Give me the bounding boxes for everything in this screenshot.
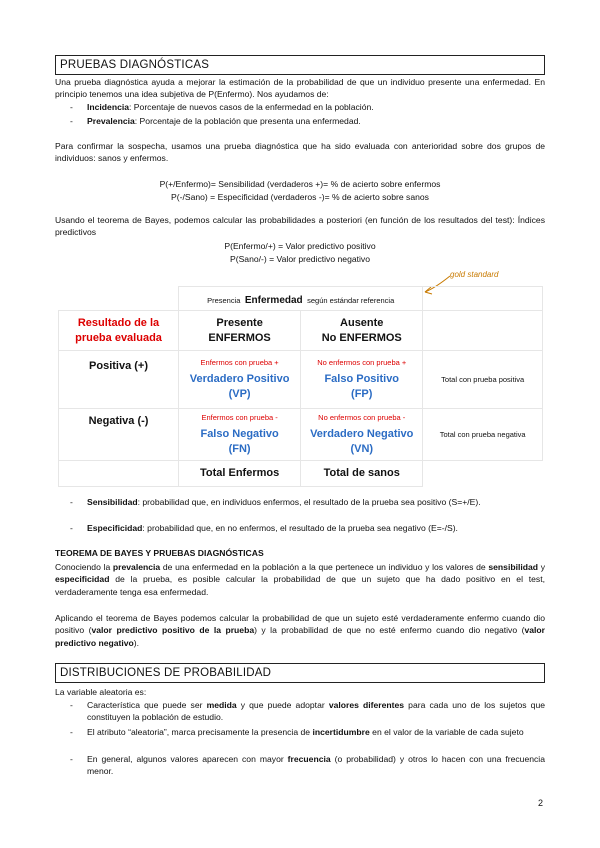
page-number: 2 [538, 798, 544, 808]
text-run: Conociendo la [55, 562, 113, 572]
list-item-incertidumbre [70, 726, 545, 738]
diagnostic-table [58, 286, 543, 487]
ausente-label: Ausente [340, 316, 384, 329]
definition-text: : probabilidad que, en individuos enfermos, el resultado de la prueba sea positivo (S=+/E). [137, 497, 481, 507]
text-run: Característica que puede ser [87, 700, 207, 710]
presencia-main: Enfermedad [244, 294, 303, 306]
text-run: de la prueba, es posible calcular la probabilidad de que un sujeto que ha dado positivo en el test, verdaderamente tenga esa enfermedad. [55, 574, 545, 597]
vp-note: Enfermos con prueba + [200, 357, 279, 367]
cell-vn [301, 409, 423, 461]
formula-vpp: P(Enfermo/+) = Valor predictivo positivo [224, 241, 376, 251]
bayes-paragraph-2 [55, 612, 545, 649]
subheading-bayes: TEOREMA DE BAYES Y PRUEBAS DIAGNÓSTICAS [55, 548, 264, 558]
presencia-suffix: según estándar referencia [307, 295, 395, 305]
fp-note: No enfermos con prueba + [317, 357, 407, 367]
total-enfermos: Total Enfermos [179, 461, 301, 487]
table-corner [59, 287, 179, 311]
text-run: ) y la probabilidad de que no esté enfermo cuando dio negativo ( [254, 625, 525, 636]
positiva-label: Positiva (+) [59, 351, 179, 409]
text-bold: valor predictivo negativo [55, 625, 545, 648]
text-run: de una enfermedad en la población a la que pertenece un individuo y los valores de [160, 562, 489, 572]
fp-name: Falso Positivo [324, 372, 400, 385]
vn-abbr: (VN) [350, 442, 374, 455]
presencia-prefix: Presencia [207, 295, 241, 305]
presente-sublabel: ENFERMOS [208, 331, 271, 344]
text-run: ). [133, 637, 140, 648]
empty-cell [59, 461, 179, 487]
fn-name: Falso Negativo [200, 427, 279, 440]
text-run: Aplicando el teorema de Bayes podemos calcular la probabilidad de que un sujeto esté verdaderamente enfermo cuando dio positivo ( [55, 613, 545, 636]
text-bold: valores diferentes [328, 700, 405, 710]
variable-intro: La variable aleatoria es: [55, 687, 147, 697]
bullet-dash: - [70, 700, 73, 710]
list-item-especificidad [70, 522, 545, 534]
text-run: en el valor de la variable de cada sujeto [369, 727, 524, 737]
fn-note: Enfermos con prueba - [201, 412, 278, 422]
total-sanos: Total de sanos [301, 461, 423, 487]
term-prevalencia: Prevalencia [87, 116, 135, 126]
text-bold: incertidumbre [312, 727, 370, 737]
text-bold: prevalencia [112, 562, 161, 572]
bayes-paragraph-1 [55, 561, 545, 598]
bullet-dash: - [70, 116, 73, 126]
bullet-dash: - [70, 523, 73, 533]
text-run: para cada uno de los sujetos que constituyen la población de estudio. [87, 700, 546, 723]
text-bold: medida [206, 700, 237, 710]
term-especificidad: Especificidad [87, 523, 143, 533]
presencia-header [179, 287, 423, 311]
text-bold: valor predictivo positivo de la prueba [91, 625, 255, 636]
formula-vpn: P(Sano/-) = Valor predictivo negativo [229, 254, 371, 264]
section-title-pruebas: PRUEBAS DIAGNÓSTICAS [55, 55, 545, 75]
cell-fp [301, 351, 423, 409]
empty-cell [423, 311, 543, 351]
confirm-paragraph: Para confirmar la sospecha, usamos una prueba diagnóstica que ha sido evaluada con anterioridad sobre dos grupos de individuos: sanos y enfermos. [55, 141, 545, 164]
presente-header [179, 311, 301, 351]
presente-label: Presente [216, 316, 263, 329]
term-sensibilidad: Sensibilidad [87, 497, 138, 507]
definition-text: : Porcentaje de la población que presenta una enfermedad. [134, 116, 361, 126]
section-title-distribuciones: DISTRIBUCIONES DE PROBABILIDAD [55, 663, 545, 683]
formula-especificidad: P(-/Sano) = Especificidad (verdaderos -)= % de acierto sobre sanos [171, 192, 429, 202]
fn-abbr: (FN) [228, 442, 251, 455]
text-run: (o probabilidad) y otros lo hacen con una frecuencia menor. [87, 754, 545, 777]
total-negativa: Total con prueba negativa [423, 409, 543, 461]
empty-cell [423, 287, 543, 311]
term-incidencia: Incidencia [87, 102, 130, 112]
list-item-incidencia [70, 101, 545, 113]
text-run: En general, algunos valores aparecen con mayor [87, 754, 288, 764]
cell-vp [179, 351, 301, 409]
empty-cell [423, 461, 543, 487]
vp-abbr: (VP) [228, 387, 251, 400]
total-positiva: Total con prueba positiva [423, 351, 543, 409]
list-item-medida [70, 699, 545, 724]
bullet-dash: - [70, 727, 73, 737]
definition-text: : Porcentaje de nuevos casos de la enfermedad en la población. [129, 102, 374, 112]
ausente-header [301, 311, 423, 351]
list-item-sensibilidad [70, 496, 545, 508]
bayes-paragraph: Usando el teorema de Bayes, podemos calcular las probabilidades a posteriori (en función de los resultados del test): Índices predictivos [55, 215, 545, 238]
text-run: y [538, 562, 545, 572]
text-bold: frecuencia [287, 754, 331, 764]
vp-name: Verdadero Positivo [189, 372, 290, 385]
formula-sensibilidad: P(+/Enfermo)= Sensibilidad (verdaderos +)= % de acierto sobre enfermos [159, 179, 441, 189]
definition-text: : probabilidad que, en no enfermos, el resultado de la prueba sea negativo (E=-/S). [142, 523, 458, 533]
bullet-dash: - [70, 102, 73, 112]
vn-name: Verdadero Negativo [310, 427, 414, 440]
intro-paragraph: Una prueba diagnóstica ayuda a mejorar la estimación de la probabilidad de que un individuo presente una enfermedad. En principio tenemos una idea subjetiva de P(Enfermo). Nos ayudamos de: [55, 77, 545, 100]
gold-standard-note: gold standard [450, 270, 499, 279]
bullet-dash: - [70, 497, 73, 507]
bullet-dash: - [70, 754, 73, 764]
list-item-frecuencia [70, 753, 545, 778]
text-run: El atributo “aleatoria”, marca precisamente la presencia de [87, 727, 313, 737]
text-bold: sensibilidad [488, 562, 539, 572]
vn-note: No enfermos con prueba - [318, 412, 406, 422]
ausente-sublabel: No ENFERMOS [321, 331, 402, 344]
list-item-prevalencia [70, 115, 545, 127]
fp-abbr: (FP) [351, 387, 373, 400]
negativa-label: Negativa (-) [59, 409, 179, 461]
text-bold: especificidad [55, 574, 110, 585]
cell-fn [179, 409, 301, 461]
text-run: y que puede adoptar [236, 700, 329, 710]
resultado-header: Resultado de la prueba evaluada [59, 311, 179, 351]
